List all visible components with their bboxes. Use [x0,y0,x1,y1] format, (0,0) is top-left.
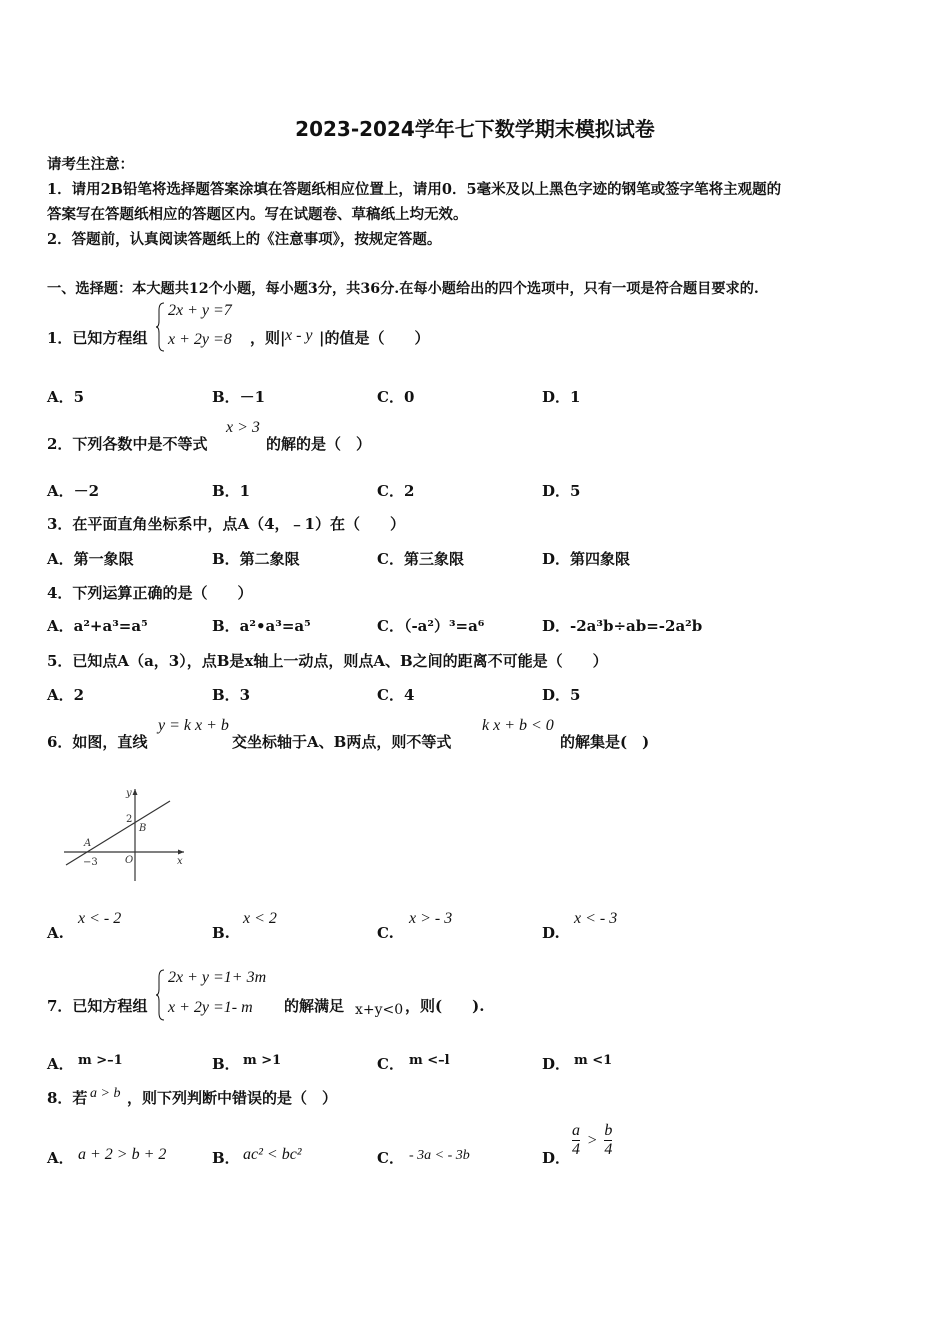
graph-label-neg3: −3 [83,857,98,868]
q7-middle: 的解满足 [284,997,345,1015]
y-axis-arrow [133,789,138,795]
q1-suffix-a: ，则| [250,329,286,347]
q2-inequality: x > 3 [226,419,260,436]
q4-option-a[interactable]: A．a²+a³=a⁵ [47,617,148,635]
graph-label-2: 2 [126,814,133,825]
q5-option-b[interactable]: B．3 [212,686,251,704]
q7-option-d[interactable]: m <1 [574,1053,613,1068]
q1-brace [156,302,166,352]
graph-label-origin: O [125,855,134,866]
graph-label-x: x [177,856,183,867]
q6-option-b[interactable]: x < 2 [243,910,277,927]
q6-prefix: 6．如图，直线 [47,733,148,751]
notice-line-2: 答案写在答题纸相应的答题区内。写在试题卷、草稿纸上均无效。 [47,206,468,223]
q4-option-c[interactable]: C．（-a²）³=a⁶ [377,617,485,635]
q3-option-b[interactable]: B．第二象限 [212,550,300,568]
notice-line-1: 1．请用2B铅笔将选择题答案涂填在答题纸相应位置上，请用0．5毫米及以上黑色字迹的钢笔或签字笔将主观题的 [47,181,782,198]
q4-option-b[interactable]: B．a²•a³=a⁵ [212,617,311,635]
q7-option-c-label[interactable]: C． [377,1055,404,1073]
graph-label-y: y [126,788,132,799]
frac-a-numerator: a [572,1122,580,1139]
q6-graph [58,785,188,885]
q3-option-d[interactable]: D．第四象限 [542,550,631,568]
notice-line-3: 2．答题前，认真阅读答题纸上的《注意事项》，按规定答题。 [47,231,442,248]
q5-option-a[interactable]: A．2 [47,686,85,704]
q8-option-c[interactable]: - 3a < - 3b [409,1148,470,1163]
q2-option-d[interactable]: D．5 [542,482,581,500]
q4-option-d[interactable]: D．-2a³b÷ab=-2a²b [542,617,703,635]
notice-heading: 请考生注意： [47,156,134,173]
q7-option-a[interactable]: m >–1 [78,1053,123,1068]
q5-option-d[interactable]: D．5 [542,686,581,704]
q6-option-c[interactable]: x > - 3 [409,910,453,927]
q8-option-b[interactable]: ac² < bc² [243,1146,302,1163]
q5-option-c[interactable]: C．4 [377,686,415,704]
q6-line-equation: y = k x + b [158,717,229,734]
q3-text: 3．在平面直角坐标系中，点A（4，﹣1）在（ ） [47,515,405,533]
q7-option-b-label[interactable]: B． [212,1055,240,1073]
q8-prefix: 8．若 [47,1089,88,1107]
q3-option-a[interactable]: A．第一象限 [47,550,134,568]
q6-option-d-label[interactable]: D. [542,924,560,942]
q7-prefix: 7．已知方程组 [47,997,148,1015]
q7-option-a-label[interactable]: A． [47,1055,74,1073]
q3-option-c[interactable]: C．第三象限 [377,550,464,568]
q8-option-d-operator: > [586,1131,598,1149]
q6-middle: 交坐标轴于A、B两点，则不等式 [232,733,452,751]
q8-option-d[interactable] [572,1122,612,1159]
frac-b-denominator: 4 [604,1141,613,1158]
q8-option-b-label[interactable]: B． [212,1149,240,1167]
line-ykxb [66,801,170,865]
q2-option-b[interactable]: B．1 [212,482,251,500]
q7-option-d-label[interactable]: D． [542,1055,571,1073]
q7-option-b[interactable]: m >1 [243,1053,282,1068]
q8-condition: a > b [90,1086,121,1101]
q6-option-c-label[interactable]: C. [377,924,394,942]
q4-text: 4．下列运算正确的是（ ） [47,584,253,602]
graph-label-b: B [139,823,147,834]
q2-option-c[interactable]: C．2 [377,482,415,500]
q8-option-d-frac-a [572,1122,580,1159]
q8-suffix: ，则下列判断中错误的是（ ） [127,1089,338,1107]
q8-option-d-label[interactable]: D． [542,1149,571,1167]
q6-inequality: k x + b < 0 [482,717,554,734]
q7-option-c[interactable]: m <–l [409,1053,450,1068]
q8-option-c-label[interactable]: C． [377,1149,404,1167]
q1-option-c[interactable]: C．0 [377,388,415,406]
q1-expr: x - y [285,327,313,344]
section-heading: 一、选择题：本大题共12个小题，每小题3分，共36分.在每小题给出的四个选项中，只有一项是符合题目要求的. [47,281,759,297]
x-axis-arrow [178,850,184,855]
q6-option-d[interactable]: x < - 3 [574,910,618,927]
q6-option-a[interactable]: x < - 2 [78,910,122,927]
q7-condition: x+y<0 [355,1002,404,1018]
q2-suffix: 的解的是（ ） [266,435,372,453]
q7-eq-1: 2x + y =1+ 3m [168,969,267,986]
q8-option-d-frac-b [604,1122,612,1159]
q2-option-a[interactable]: A．－2 [47,482,100,500]
q7-brace [156,969,166,1021]
q8-option-a[interactable]: a + 2 > b + 2 [78,1146,167,1163]
q7-suffix: ，则( ). [405,997,485,1015]
graph-label-a: A [84,838,92,849]
q6-option-b-label[interactable]: B. [212,924,230,942]
q8-option-a-label[interactable]: A． [47,1149,74,1167]
q1-option-a[interactable]: A．5 [47,388,85,406]
q1-prefix: 1．已知方程组 [47,329,148,347]
page-title: 2023-2024学年七下数学期末模拟试卷 [295,117,655,141]
q6-option-a-label[interactable]: A. [47,924,64,942]
q1-eq-2: x + 2y =8 [168,331,232,348]
q1-option-d[interactable]: D．1 [542,388,581,406]
q5-text: 5．已知点A（a，3），点B是x轴上一动点，则点A、B之间的距离不可能是（ ） [47,652,608,670]
q7-eq-2: x + 2y =1- m [168,999,253,1016]
q1-option-b[interactable]: B．－1 [212,388,266,406]
q2-prefix: 2．下列各数中是不等式 [47,435,208,453]
q1-eq-1: 2x + y =7 [168,302,232,319]
frac-b-numerator: b [604,1122,613,1139]
q1-suffix-b: |的值是（ ） [319,329,430,347]
q6-suffix: 的解集是( ) [560,733,650,751]
frac-a-denominator: 4 [572,1141,580,1158]
